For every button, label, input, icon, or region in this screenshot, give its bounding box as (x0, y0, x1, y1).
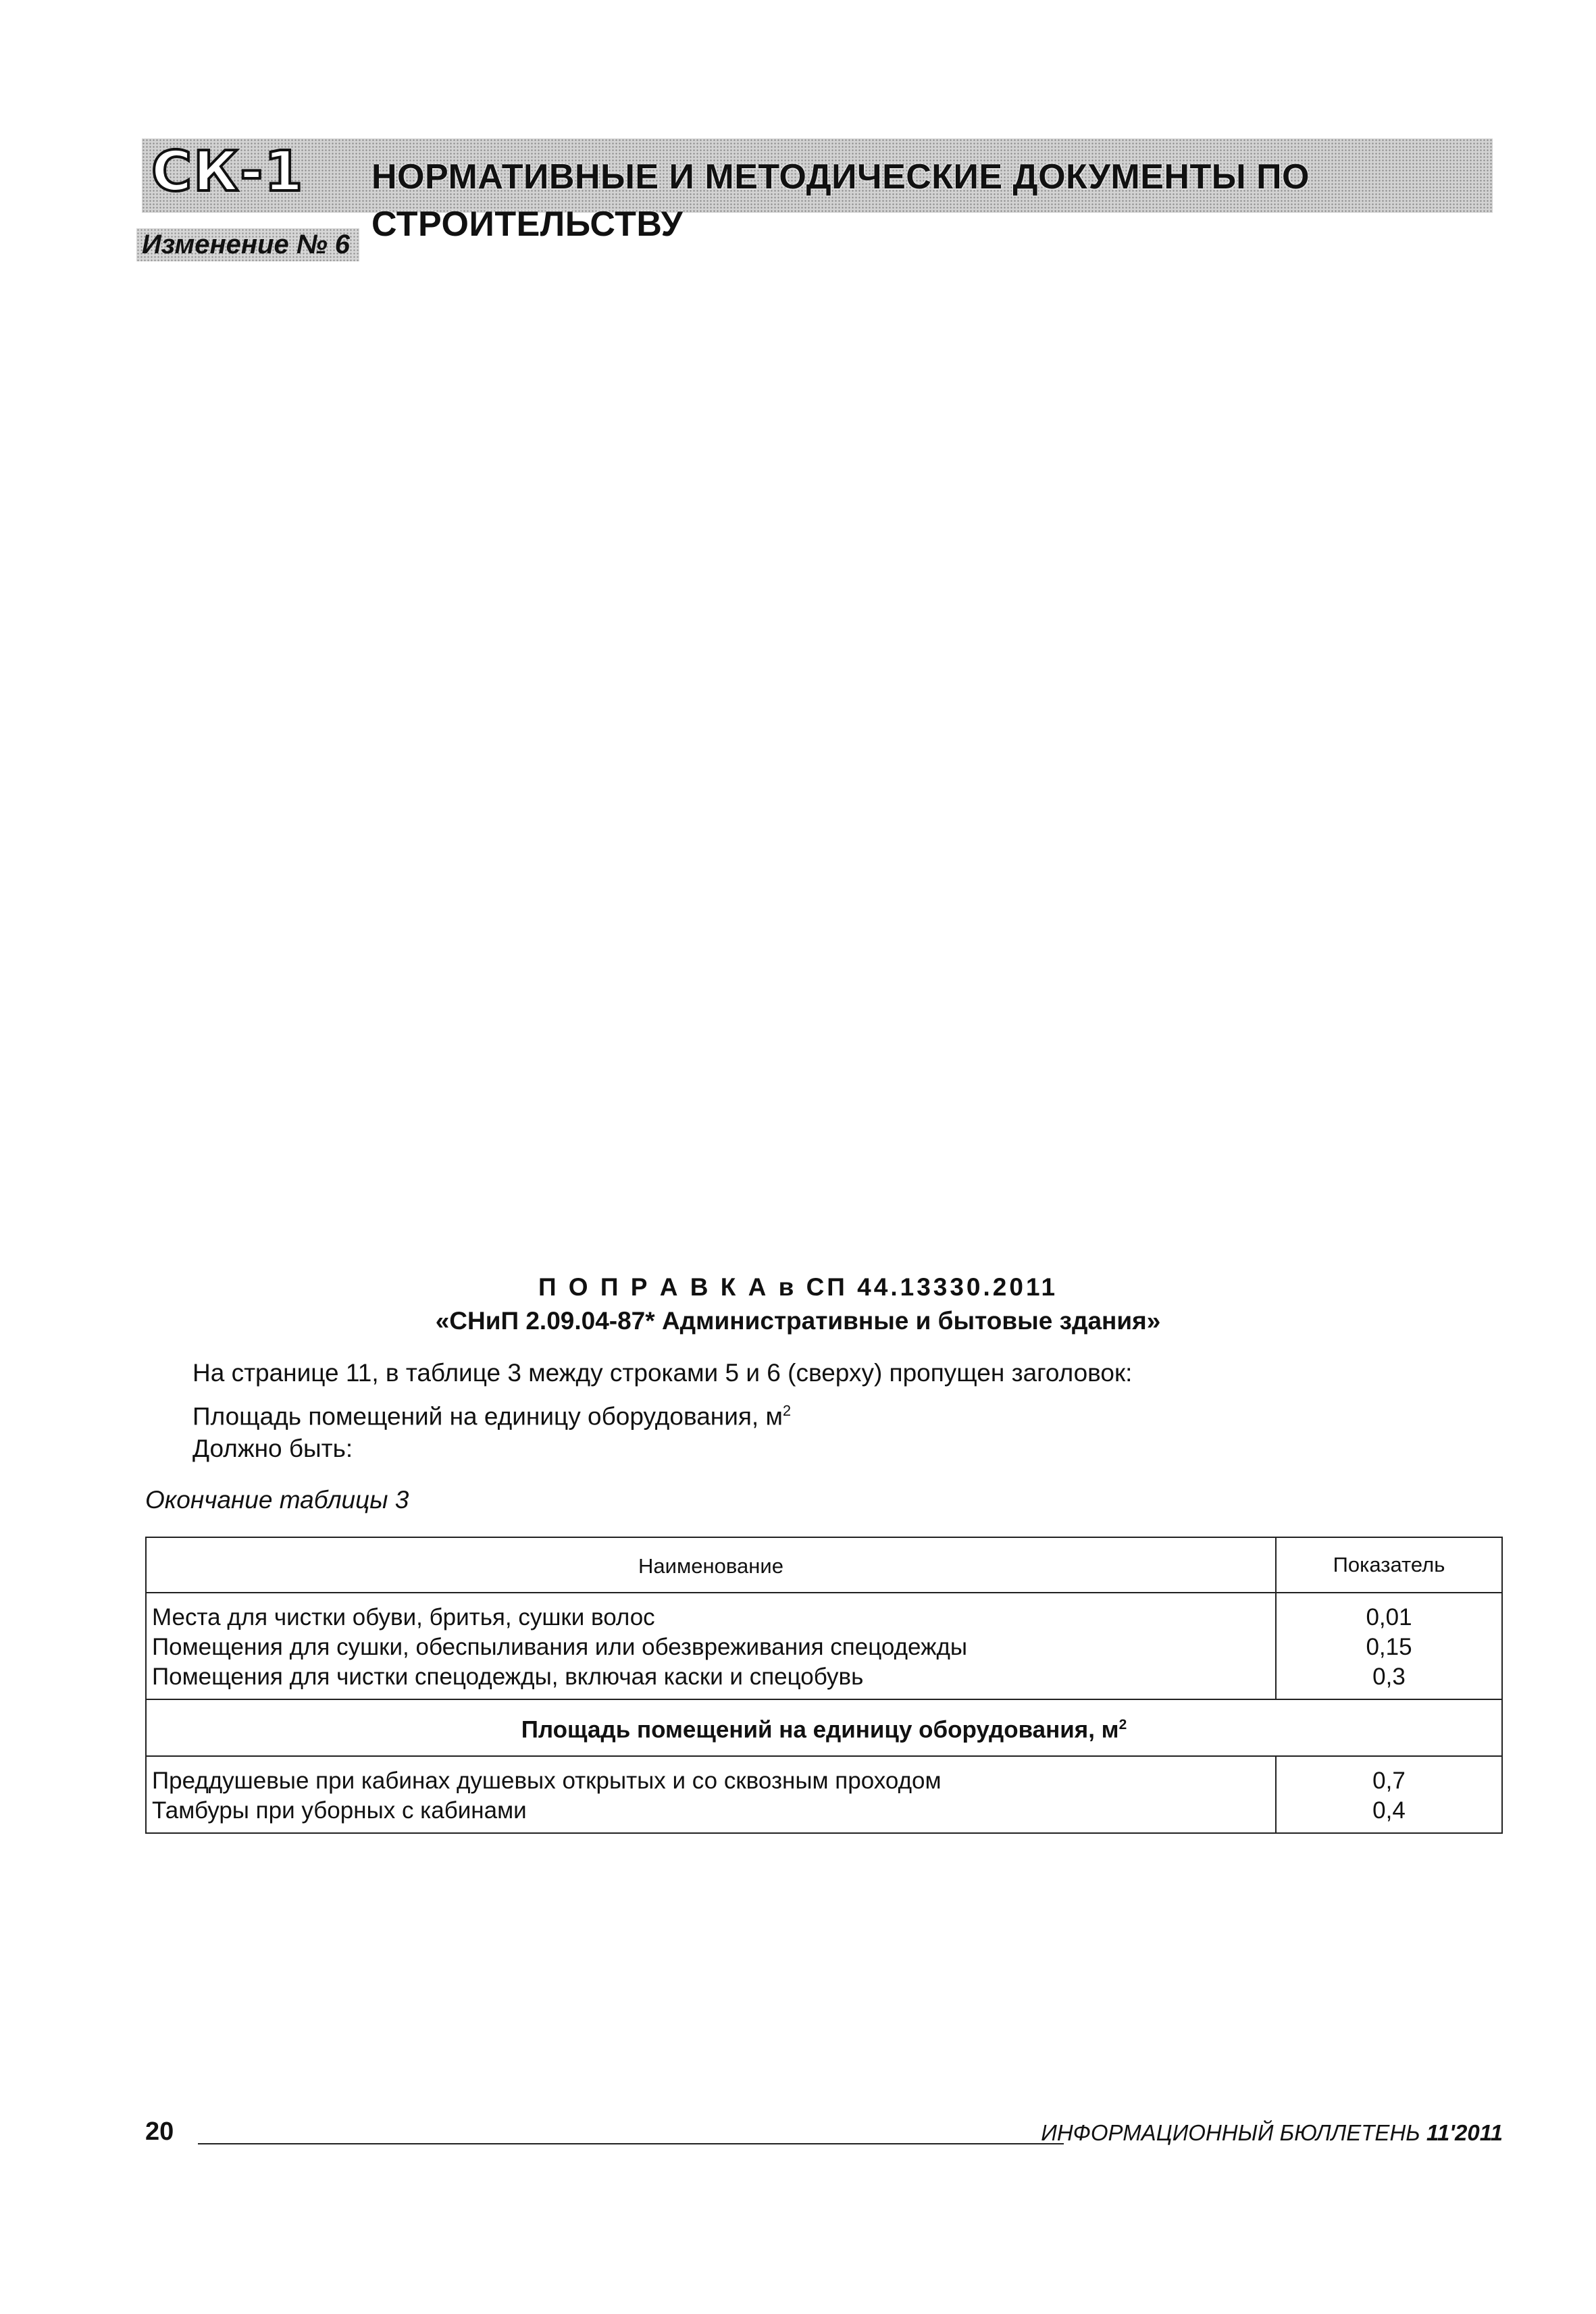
table-caption: Окончание таблицы 3 (145, 1486, 409, 1514)
row-names-cell (146, 1756, 1276, 1833)
table-row-value: 0,4 (1372, 1797, 1406, 1824)
table-row-name: Места для чистки обуви, бритья, сушки волос (152, 1604, 655, 1630)
table-row-name: Помещения для сушки, обеспыливания или обезвреживания спецодежды (152, 1634, 968, 1660)
row-values-cell (1276, 1593, 1502, 1699)
table-3 (145, 1537, 1503, 1834)
missing-heading-text: Площадь помещений на единицу оборудования, м (192, 1402, 783, 1431)
column-header-name: Наименование (146, 1537, 1276, 1593)
table-row-name: Помещения для чистки спецодежды, включая каски и спецобувь (152, 1664, 864, 1690)
correction-paragraph-2 (192, 1395, 791, 1432)
table-row-value: 0,3 (1372, 1664, 1406, 1690)
unit-superscript: 2 (782, 1402, 792, 1419)
table-row (146, 1593, 1502, 1699)
table-row-name: Тамбуры при уборных с кабинами (152, 1797, 527, 1824)
table-subheader-text: Площадь помещений на единицу оборудования, м (521, 1716, 1119, 1743)
table-row (146, 1756, 1502, 1833)
correction-title: П О П Р А В К А в СП 44.13330.2011 (538, 1273, 1058, 1301)
bulletin-name (1041, 2120, 1503, 2146)
page-number: 20 (145, 2117, 174, 2146)
table-row-value: 0,15 (1366, 1634, 1412, 1660)
correction-subtitle: «СНиП 2.09.04-87* Административные и бытовые здания» (435, 1307, 1161, 1335)
column-header-value: Показатель (1276, 1537, 1502, 1593)
document-header (142, 138, 1493, 244)
unit-superscript: 2 (1118, 1717, 1127, 1733)
table-row-value: 0,7 (1372, 1768, 1406, 1794)
table-row-value: 0,01 (1366, 1604, 1412, 1630)
footer-rule (198, 2143, 1064, 2144)
bulletin-title: ИНФОРМАЦИОННЫЙ БЮЛЛЕТЕНЬ (1041, 2120, 1426, 2145)
table-subheader-row (146, 1699, 1502, 1756)
sk1-logo: СК-1 (151, 140, 305, 204)
correction-paragraph-3: Должно быть: (192, 1435, 353, 1462)
header-title: НОРМАТИВНЫЕ И МЕТОДИЧЕСКИЕ ДОКУМЕНТЫ ПО СТРОИТЕЛЬСТВУ (371, 157, 1310, 244)
bulletin-issue: 11'2011 (1426, 2120, 1503, 2145)
change-label: Изменение № 6 (136, 228, 359, 261)
row-names-cell (146, 1593, 1276, 1699)
table-row-name: Преддушевые при кабинах душевых открытых и со сквозным проходом (152, 1768, 942, 1794)
correction-paragraph-1: На странице 11, в таблице 3 между строками 5 и 6 (сверху) пропущен заголовок: (192, 1359, 1133, 1387)
row-values-cell (1276, 1756, 1502, 1833)
table-subheader (146, 1699, 1502, 1756)
table-header-row (146, 1537, 1502, 1593)
page-footer (145, 2117, 1503, 2151)
